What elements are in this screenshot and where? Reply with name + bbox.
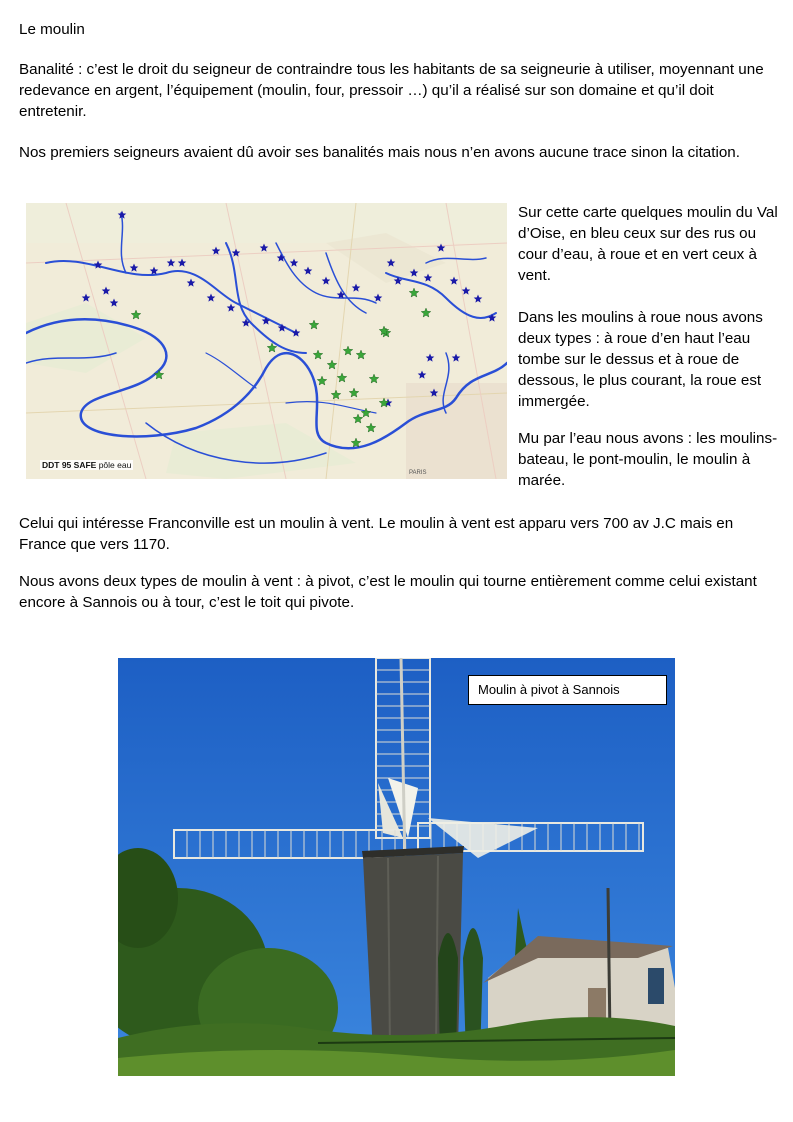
paragraph-mill-types: Nous avons deux types de moulin à vent : à pivot, c’est le moulin qui tourne entièrement comme celui existant encore à Sannois ou à tour, c’est le toit qui pivote.: [19, 573, 757, 611]
val-doise-mills-map: [26, 203, 507, 479]
map-graphic: [26, 203, 507, 479]
paragraph-seigneurs: Nos premiers seigneurs avaient dû avoir ses banalités mais nous n’en avons aucune trace sinon la citation.: [19, 144, 740, 161]
sannois-windmill-photo: [118, 658, 675, 1076]
photo-caption: Moulin à pivot à Sannois: [468, 675, 667, 705]
paragraph-franconville: Celui qui intéresse Franconville est un moulin à vent. Le moulin à vent est apparu vers 700 av J.C mais en France que vers 1170.: [19, 515, 734, 553]
page-title: Le moulin: [19, 21, 85, 38]
photo-graphic: [118, 658, 675, 1076]
map-caption-source: DDT 95 SAFE: [42, 460, 97, 470]
map-description: Sur cette carte quelques moulin du Val d’Oise, en bleu ceux sur des rus ou cour d’eau, à roue et en vert ceux à vent.: [518, 204, 778, 284]
map-city-label: PARIS: [409, 470, 427, 476]
paragraph-banalite: Banalité : c’est le droit du seigneur de contraindre tous les habitants de sa seigneurie à utiliser, moyennant une redevance en argent, l’équipement (moulin, four, pressoir …) qu’il a réalisé sur son domaine et qu’il doit entretenir.: [19, 61, 764, 120]
map-caption-rest: pôle eau: [96, 460, 132, 470]
map-caption: [40, 460, 133, 470]
wheel-mills-description: Dans les moulins à roue nous avons deux types : à roue d’en haut l’eau tombe sur le dessus et à roue de dessous, le plus courant, la roue est immergée.: [518, 309, 763, 410]
water-driven-types: Mu par l’eau nous avons : les moulins-bateau, le pont-moulin, le moulin à marée.: [518, 430, 778, 489]
